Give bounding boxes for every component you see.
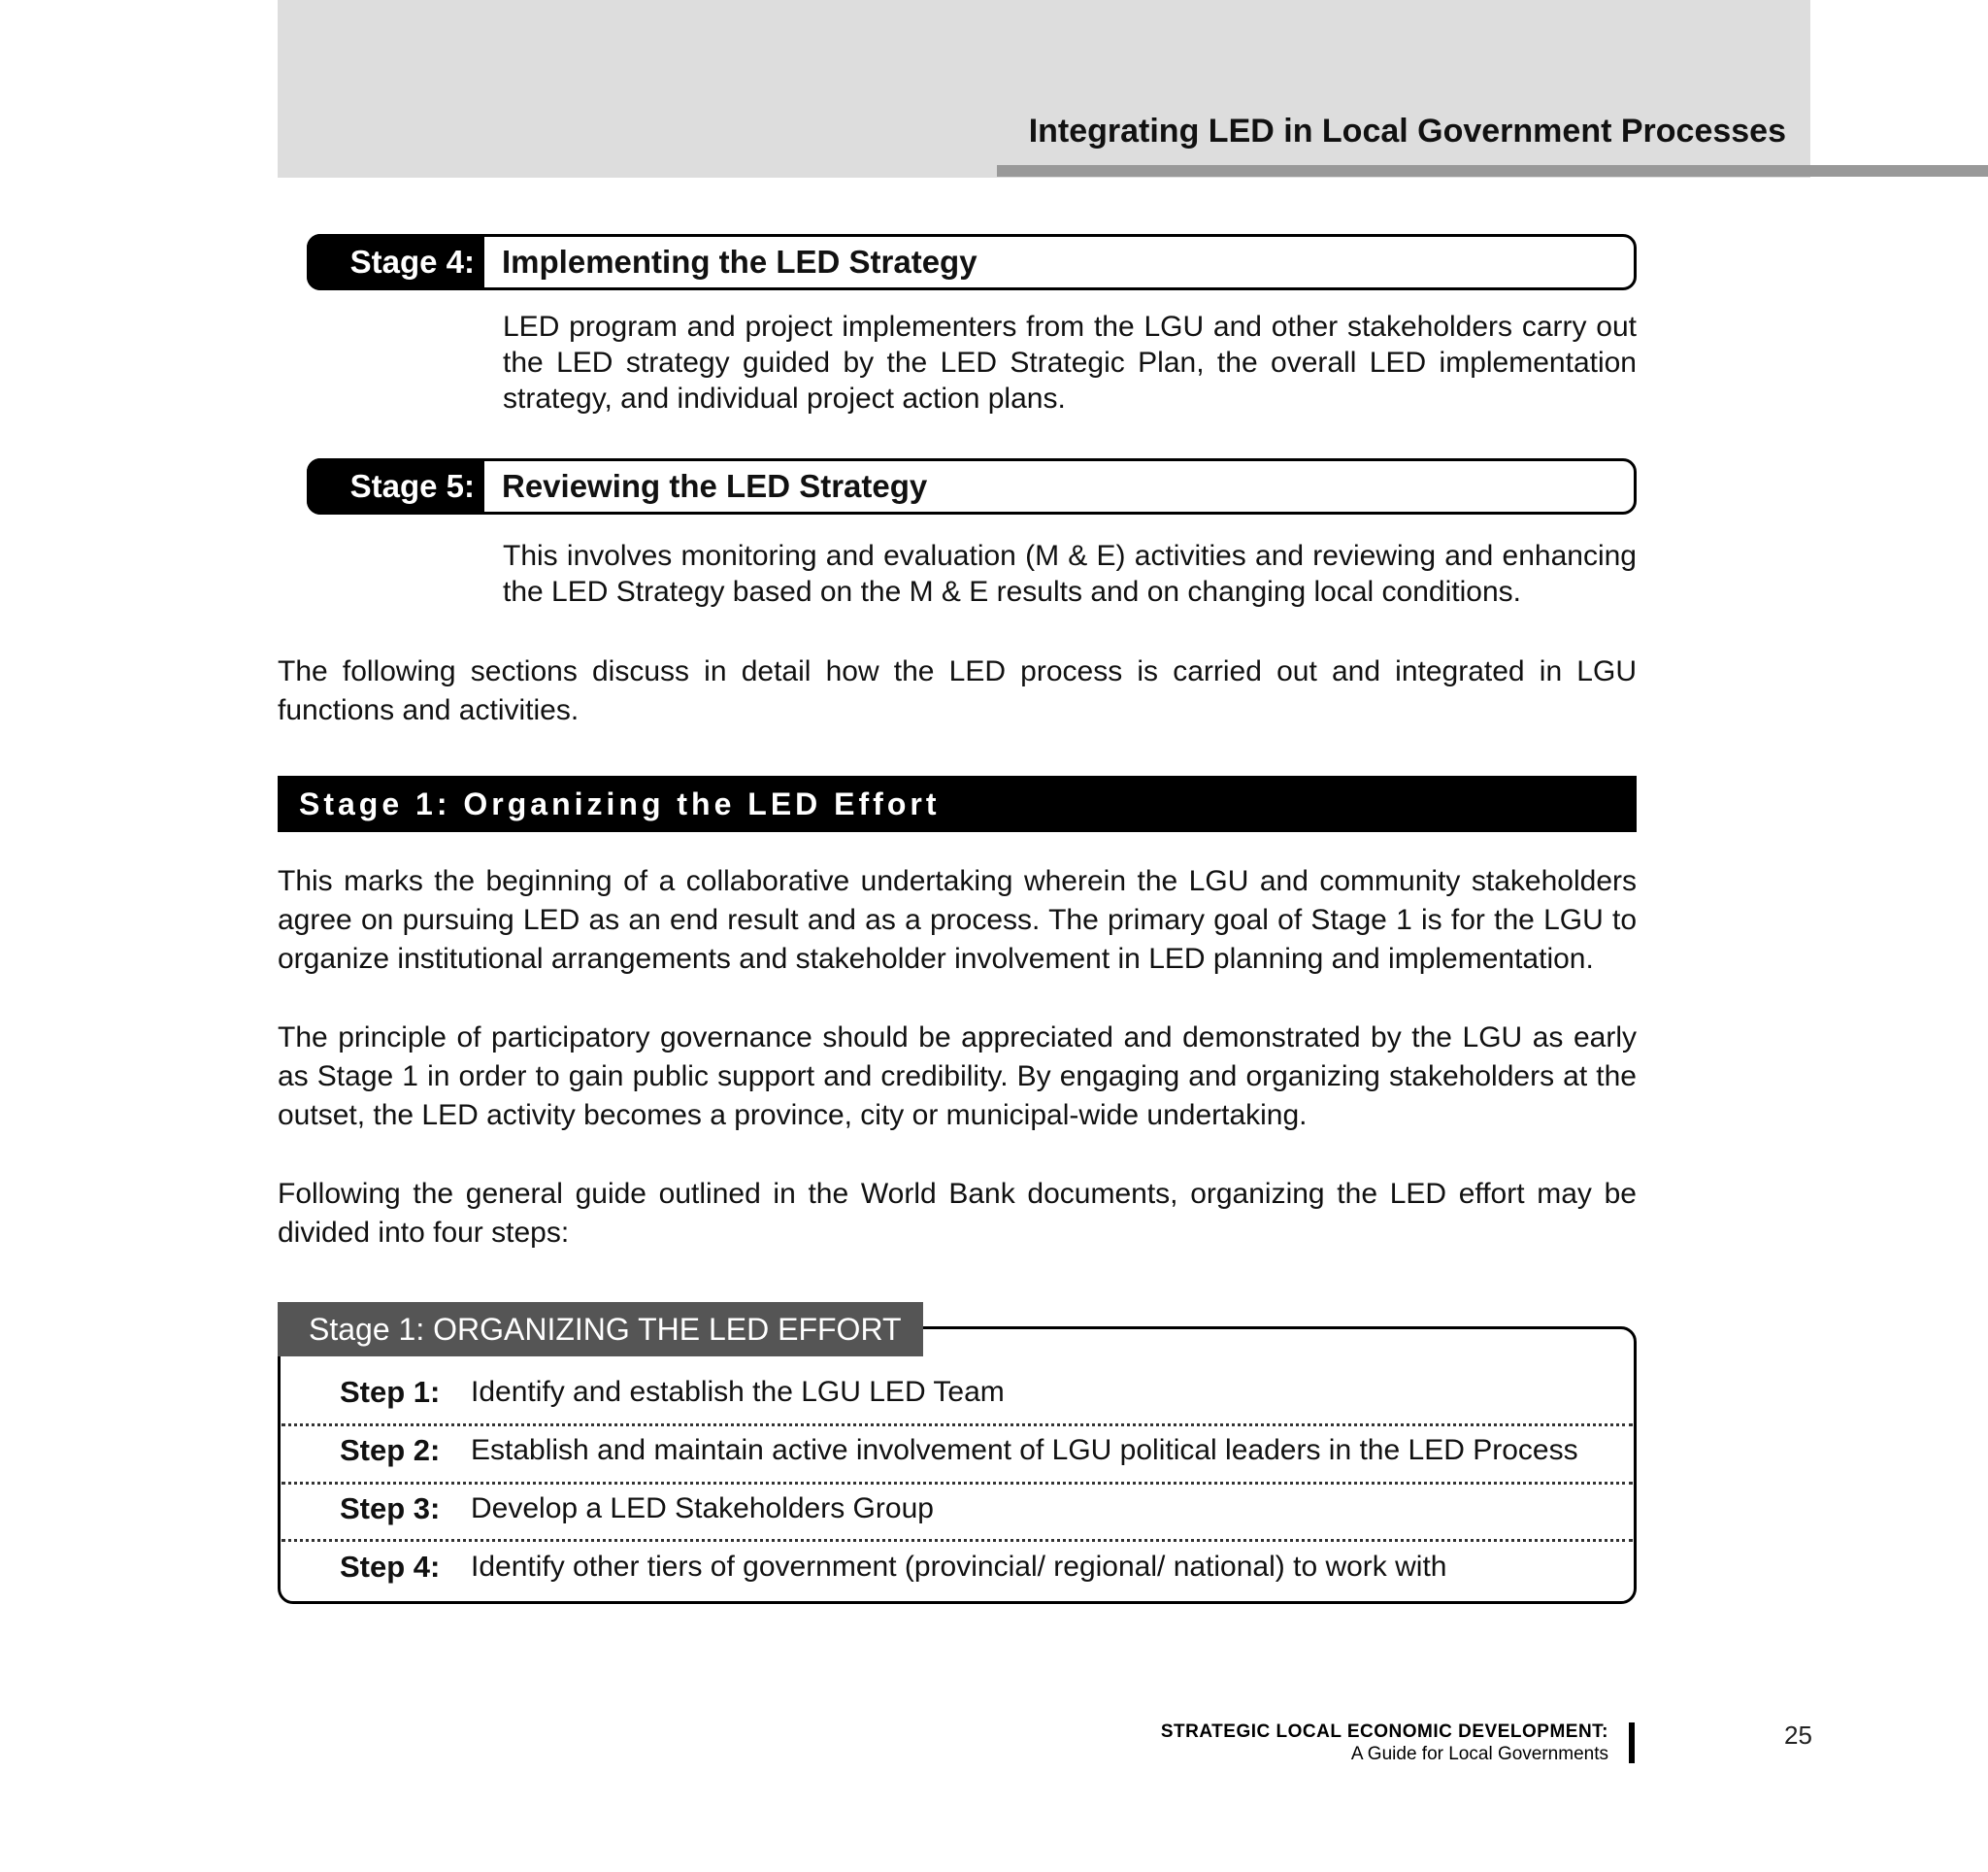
intro-paragraph: The following sections discuss in detail how the LED process is carried out and integrated in LGU functions and activities. — [278, 655, 1637, 726]
stage-5-title: Reviewing the LED Strategy — [502, 468, 928, 504]
step-text: Develop a LED Stakeholders Group — [471, 1492, 934, 1524]
footer-publication-title: STRATEGIC LOCAL ECONOMIC DEVELOPMENT: — [1160, 1722, 1608, 1742]
stage-5-tag: Stage 5: — [307, 458, 484, 515]
stage-4-tag: Stage 4: — [307, 234, 484, 290]
step-text: Establish and maintain active involvement of LGU political leaders in the LED Process — [471, 1434, 1578, 1466]
step-label: Step 2: — [340, 1433, 441, 1467]
stage-5-description: This involves monitoring and evaluation (M & E) activities and reviewing and enhancing the LED Strategy based on the M & E results and on changing local conditions. — [503, 540, 1637, 608]
step-row — [282, 1538, 1633, 1596]
section-paragraph-1: This marks the beginning of a collaborative undertaking wherein the LGU and community stakeholders agree on pursuing LED as an end result and as a process. The primary goal of Stage 1 is for the LGU to organize institutional arrangements and stakeholder involvement in LED planning and implementation. — [278, 865, 1637, 975]
footer-publication-subtitle: A Guide for Local Governments — [1350, 1744, 1608, 1764]
step-label: Step 1: — [340, 1375, 441, 1409]
footer-divider — [1629, 1722, 1635, 1763]
step-row — [282, 1480, 1633, 1538]
stage-4-title: Implementing the LED Strategy — [502, 244, 977, 280]
stage-4-description: LED program and project implementers from the LGU and other stakeholders carry out the LED strategy guided by the LED Strategic Plan, the overall LED implementation strategy, and individual project action plans. — [503, 311, 1637, 415]
page-number: 25 — [1784, 1721, 1812, 1750]
section-paragraph-2: The principle of participatory governance should be appreciated and demonstrated by the LGU as early as Stage 1 in order to gain public support and credibility. By engaging and organizing stakeholders at the outset, the LED activity becomes a province, city or municipal-wide undertaking. — [278, 1021, 1637, 1131]
header-divider — [1810, 0, 1816, 178]
step-row — [282, 1363, 1633, 1421]
steps-box-title: Stage 1: ORGANIZING THE LED EFFORT — [278, 1302, 923, 1356]
running-header-title: Integrating LED in Local Government Processes — [1028, 113, 1786, 150]
step-label: Step 3: — [340, 1491, 441, 1525]
step-text: Identify and establish the LGU LED Team — [471, 1376, 1005, 1408]
section-heading: Stage 1: Organizing the LED Effort — [278, 776, 1637, 832]
section-paragraph-3: Following the general guide outlined in the World Bank documents, organizing the LED effort may be divided into four steps: — [278, 1178, 1637, 1249]
step-row — [282, 1421, 1633, 1480]
header-rule — [997, 165, 1988, 177]
step-text: Identify other tiers of government (provincial/ regional/ national) to work with — [471, 1551, 1447, 1583]
header-band — [278, 0, 1810, 178]
step-label: Step 4: — [340, 1550, 441, 1584]
